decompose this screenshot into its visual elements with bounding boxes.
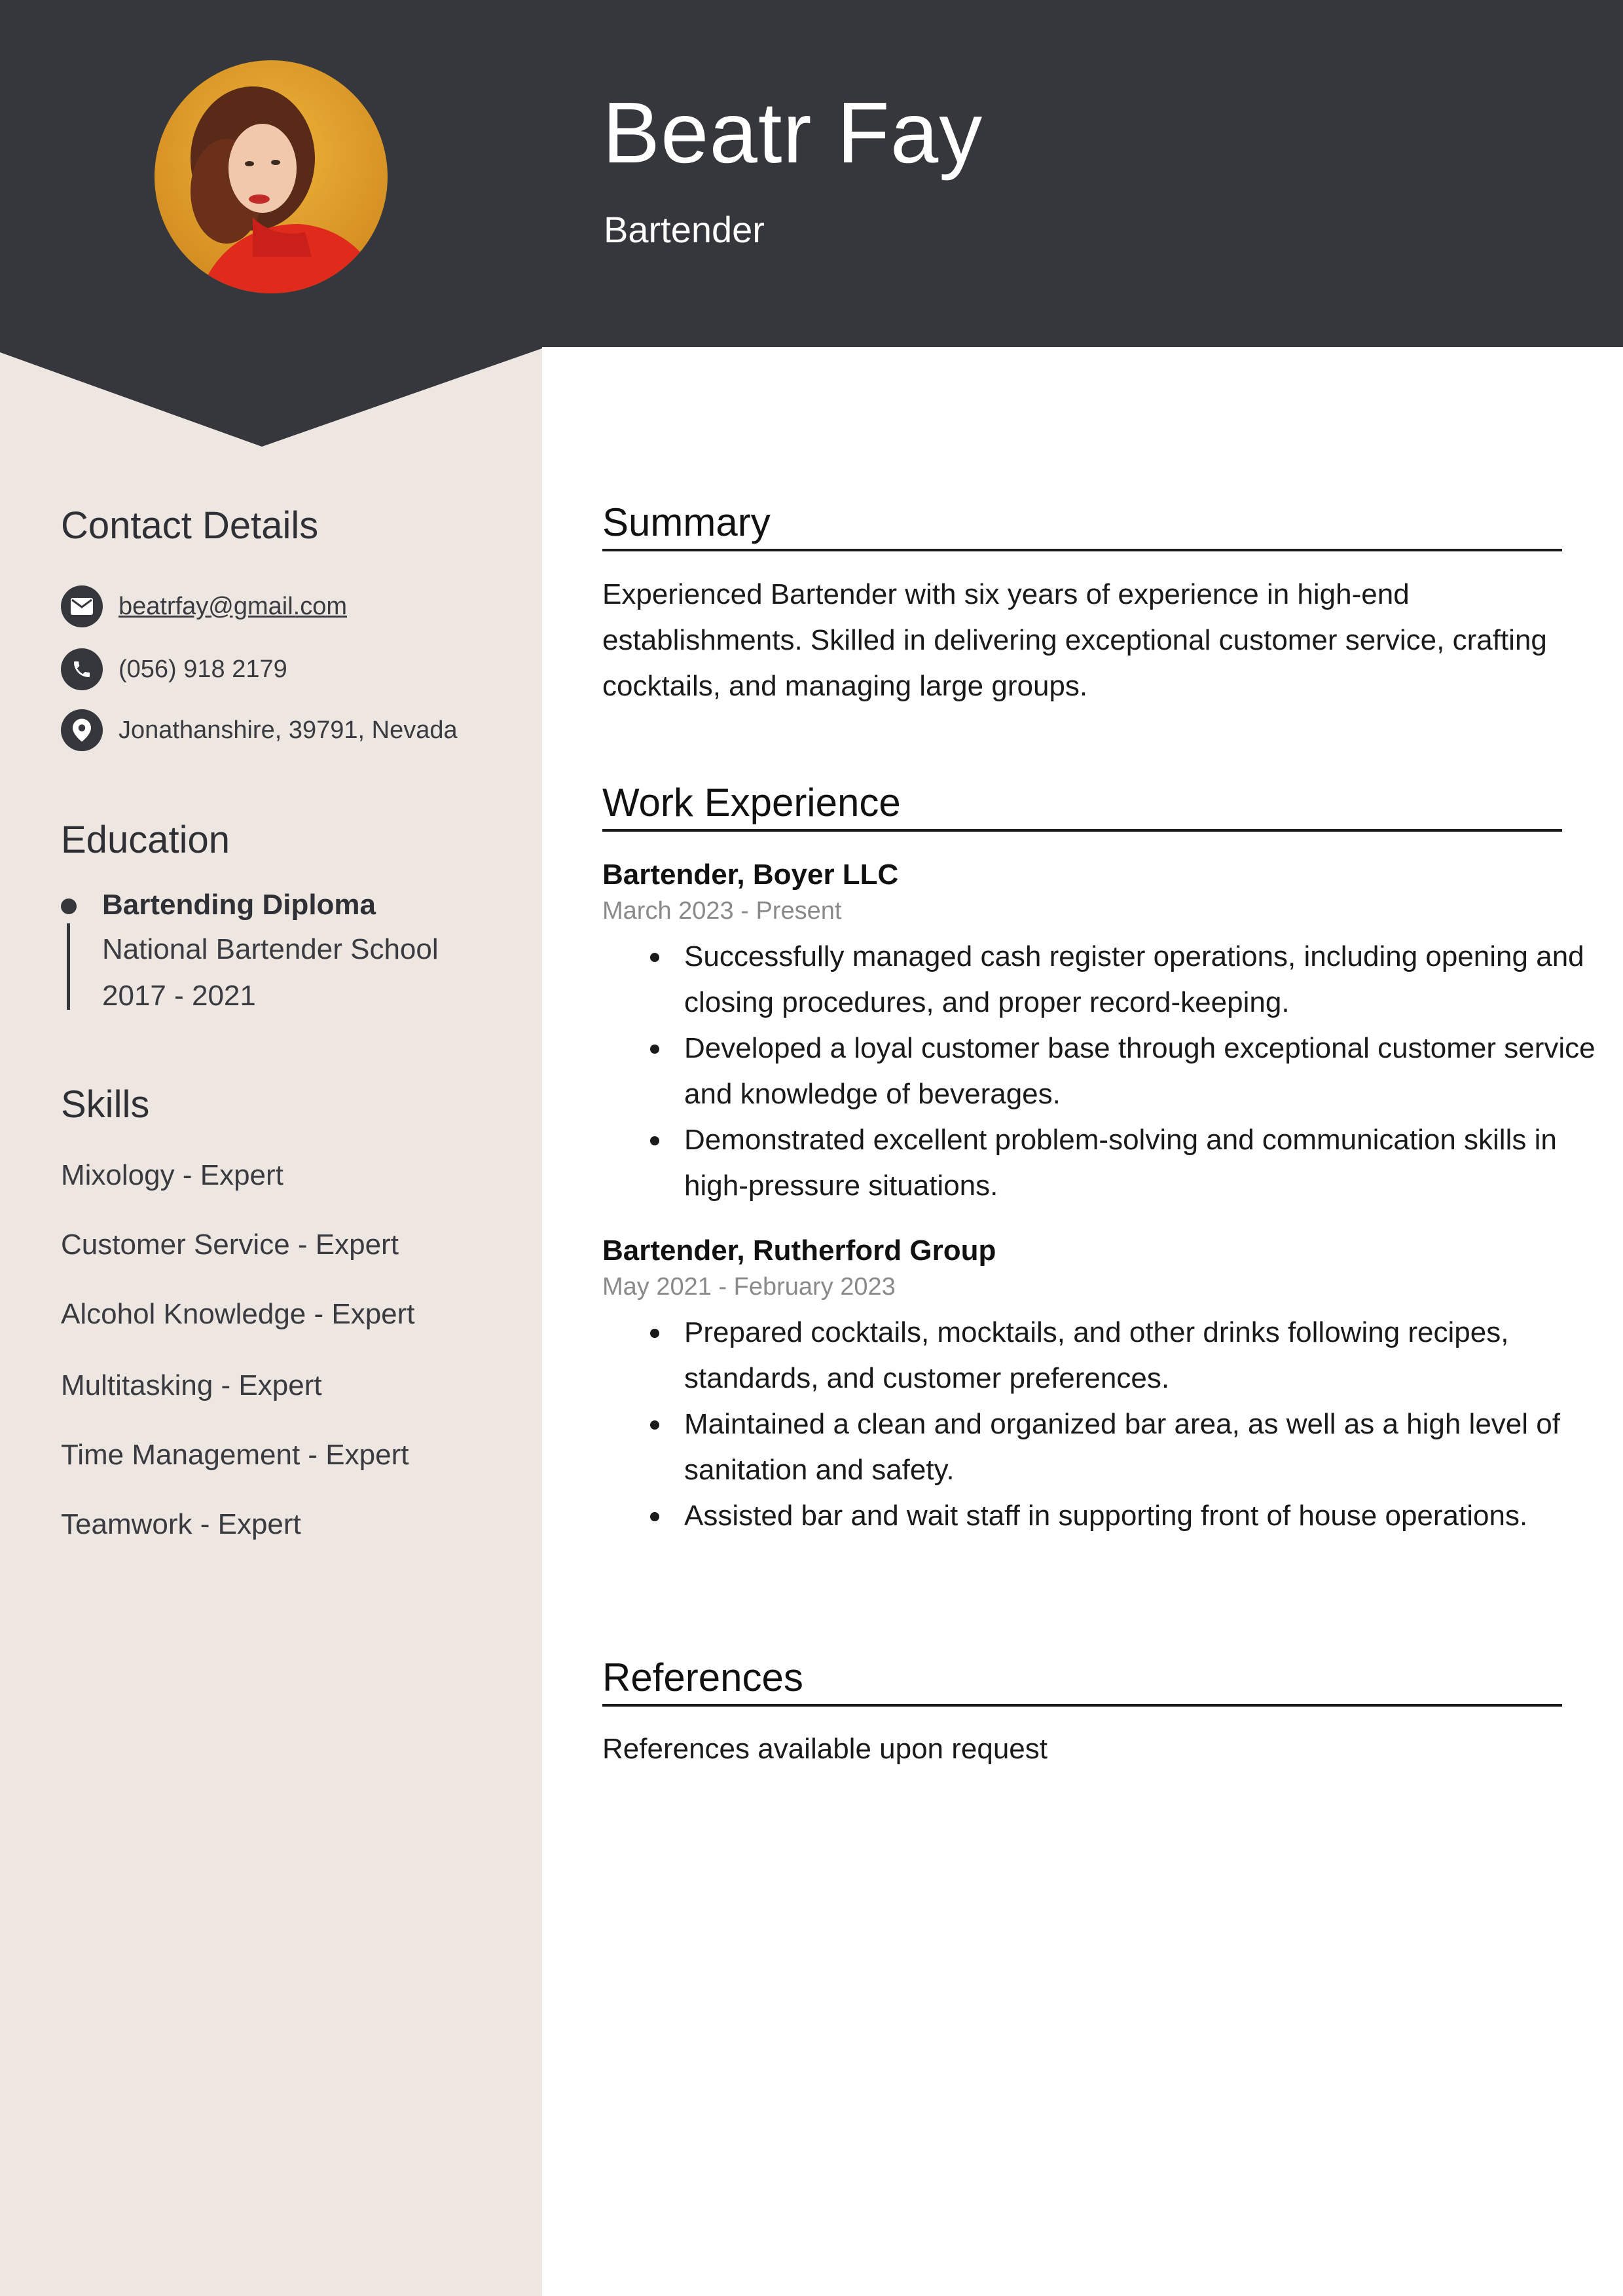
skill-item: Teamwork - Expert [61,1508,301,1540]
candidate-title: Bartender [604,209,765,250]
candidate-name: Beatr Fay [602,84,983,181]
job-bullet-list [642,1310,1607,1539]
contact-email-row[interactable] [61,585,347,627]
profile-photo [155,60,388,293]
section-divider [602,1704,1562,1707]
skill-item: Customer Service - Expert [61,1229,399,1261]
job-bullet: Successfully managed cash register operations, including opening and closing procedures, and proper record-keeping. [684,934,1607,1026]
job-bullet: Developed a loyal customer base through exceptional customer service and knowledge of beverages. [684,1026,1607,1117]
job-role: Bartender, Boyer LLC [602,859,899,891]
skill-item: Multitasking - Expert [61,1369,322,1401]
contact-address: Jonathanshire, 39791, Nevada [119,716,458,744]
envelope-icon [61,585,103,627]
job-bullet-list [642,934,1607,1209]
header-chevron-shape [0,341,542,447]
summary-text: Experienced Bartender with six years of experience in high-end establishments. Skilled in delivering exceptional customer service, crafting cocktails, and managing large groups. [602,578,1547,702]
contact-email-link[interactable]: beatrfay@gmail.com [119,593,348,620]
skill-item: Time Management - Expert [61,1439,409,1471]
education-years: 2017 - 2021 [102,980,256,1012]
section-divider [602,549,1562,551]
job-role: Bartender, Rutherford Group [602,1234,996,1267]
contact-address-row [61,709,458,751]
job-dates: March 2023 - Present [602,897,842,925]
references-heading: References [602,1656,803,1699]
job-bullet: Assisted bar and wait staff in supporting front of house operations. [684,1493,1607,1539]
skill-item: Alcohol Knowledge - Expert [61,1298,415,1330]
job-bullet: Prepared cocktails, mocktails, and other drinks following recipes, standards, and customer preferences. [684,1310,1607,1401]
phone-icon [61,648,103,690]
job-dates: May 2021 - February 2023 [602,1273,896,1301]
contact-phone-row [61,648,287,690]
contact-heading: Contact Details [61,504,319,547]
timeline-line [67,923,70,1010]
job-bullet: Demonstrated excellent problem-solving and communication skills in high-pressure situations. [684,1117,1607,1209]
education-heading: Education [61,819,230,861]
summary-heading: Summary [602,500,771,544]
contact-phone: (056) 918 2179 [119,656,287,683]
references-text: References available upon request [602,1733,1048,1765]
timeline-dot [61,898,77,914]
skills-heading: Skills [61,1083,150,1126]
job-bullet: Maintained a clean and organized bar area, as well as a high level of sanitation and safety. [684,1401,1607,1493]
experience-heading: Work Experience [602,781,901,824]
section-divider [602,829,1562,832]
location-pin-icon [61,709,103,751]
education-school: National Bartender School [102,933,439,965]
skill-item: Mixology - Expert [61,1159,283,1191]
education-degree: Bartending Diploma [102,889,376,921]
